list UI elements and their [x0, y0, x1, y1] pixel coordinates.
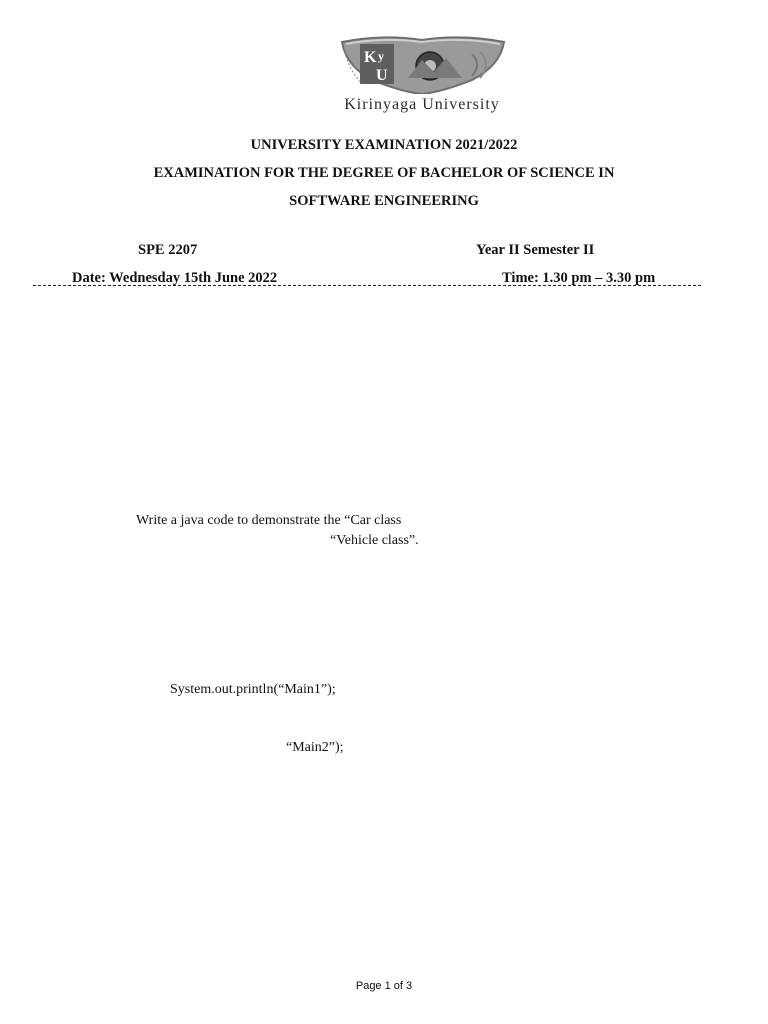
page-number: Page 1 of 3 — [355, 980, 413, 992]
exam-time: Time: 1.30 pm – 3.30 pm — [502, 270, 656, 286]
code-line-main1: System.out.println(“Main1”); — [170, 682, 336, 697]
university-logo — [322, 14, 522, 120]
degree-title-line1: EXAMINATION FOR THE DEGREE OF BACHELOR OF SCIENCE IN — [153, 165, 615, 181]
svg-text:y: y — [378, 49, 384, 63]
degree-title-line2: SOFTWARE ENGINEERING — [289, 193, 479, 209]
exam-title: UNIVERSITY EXAMINATION 2021/2022 — [250, 137, 518, 153]
question-text-line2: “Vehicle class”. — [330, 533, 419, 548]
code-line-main2: “Main2”); — [286, 740, 344, 755]
svg-text:U: U — [376, 67, 388, 84]
course-code: SPE 2207 — [138, 242, 198, 258]
header-divider — [33, 285, 701, 286]
university-crest-icon — [322, 14, 522, 94]
question-text-line1: Write a java code to demonstrate the “Car class — [136, 513, 402, 528]
year-semester: Year II Semester II — [476, 242, 595, 258]
exam-date: Date: Wednesday 15th June 2022 — [72, 270, 278, 286]
svg-text:K: K — [364, 49, 377, 66]
logo-university-name: Kirinyaga University — [344, 96, 500, 113]
